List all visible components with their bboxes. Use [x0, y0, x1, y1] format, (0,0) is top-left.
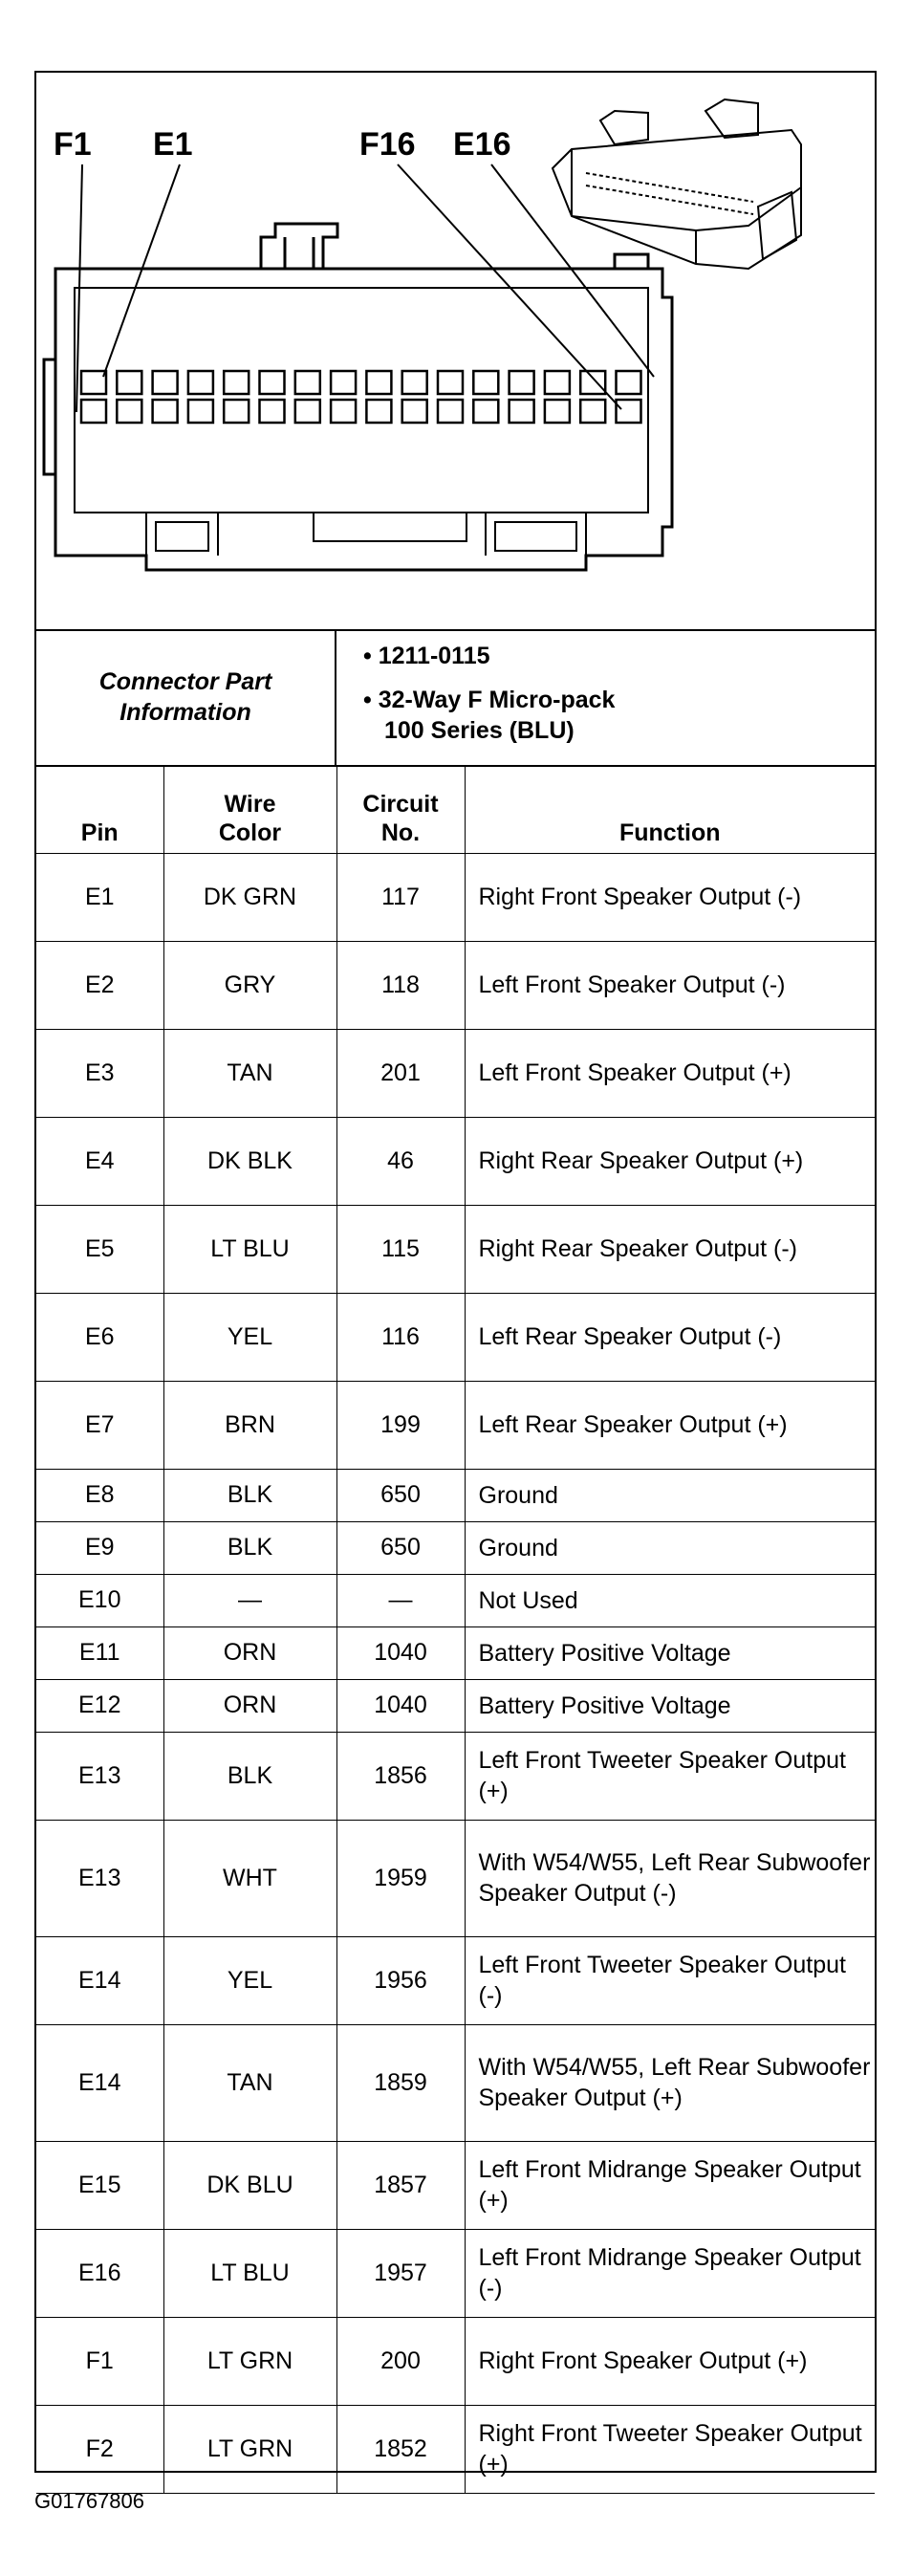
- function-cell: Ground: [465, 1469, 875, 1521]
- pin-cavity-f: [331, 400, 356, 423]
- circuit-cell: 1856: [336, 1732, 465, 1820]
- connector-diagram: [36, 73, 875, 631]
- table-row: [36, 1381, 875, 1469]
- pin-cell: E9: [36, 1521, 163, 1574]
- circuit-cell: —: [336, 1574, 465, 1626]
- description-line1: 32-Way F Micro-pack: [378, 687, 616, 713]
- description-line-2: 100 Series (BLU): [384, 717, 575, 744]
- circuit-cell: 46: [336, 1117, 465, 1205]
- pin-cell: E5: [36, 1205, 163, 1293]
- function-cell: Right Rear Speaker Output (+): [465, 1117, 875, 1205]
- table-row: [36, 1293, 875, 1381]
- table-row: [36, 2229, 875, 2317]
- part-number-line: • 1211-0115: [363, 643, 490, 669]
- pin-cavity-e: [402, 371, 427, 394]
- pin-cavity-e: [545, 371, 570, 394]
- pinout-rows: [36, 853, 875, 2493]
- header-wire-color: Wire Color: [163, 765, 336, 853]
- function-cell: Right Front Speaker Output (-): [465, 853, 875, 941]
- circuit-cell: 116: [336, 1293, 465, 1381]
- pin-cell: E14: [36, 2024, 163, 2141]
- table-row: [36, 2317, 875, 2405]
- wire-color-cell: LT BLU: [163, 1205, 336, 1293]
- wire-color-cell: BRN: [163, 1381, 336, 1469]
- wire-color-cell: LT GRN: [163, 2317, 336, 2405]
- wire-color-cell: BLK: [163, 1521, 336, 1574]
- wire-color-cell: ORN: [163, 1679, 336, 1732]
- connector-thumbnail: [553, 99, 801, 269]
- function-cell: Right Front Tweeter Speaker Output (+): [465, 2405, 875, 2493]
- circuit-cell: 1040: [336, 1626, 465, 1679]
- pin-cavity-e: [331, 371, 356, 394]
- part-number: 1211-0115: [378, 643, 490, 669]
- table-row: [36, 1469, 875, 1521]
- pin-cavity-e: [295, 371, 320, 394]
- pin-cavity-f: [402, 400, 427, 423]
- connector-part-information: [36, 629, 875, 767]
- pin-cell: E1: [36, 853, 163, 941]
- connector-body: [44, 224, 672, 570]
- wire-color-cell: BLK: [163, 1732, 336, 1820]
- function-cell: Right Front Speaker Output (+): [465, 2317, 875, 2405]
- function-cell: With W54/W55, Left Rear Subwoofer Speaker Output (+): [465, 2024, 875, 2141]
- pin-cavity-e: [473, 371, 498, 394]
- pin-cavity-e: [188, 371, 213, 394]
- pin-cell: E16: [36, 2229, 163, 2317]
- wire-color-cell: —: [163, 1574, 336, 1626]
- label-e1: E1: [153, 126, 193, 163]
- table-row: [36, 1679, 875, 1732]
- wire-color-cell: WHT: [163, 1820, 336, 1936]
- wire-color-cell: DK BLK: [163, 1117, 336, 1205]
- pin-cell: E13: [36, 1732, 163, 1820]
- pin-cavity-e: [617, 371, 641, 394]
- pin-cell: E13: [36, 1820, 163, 1936]
- function-cell: Left Front Tweeter Speaker Output (+): [465, 1732, 875, 1820]
- label-f1: F1: [54, 126, 92, 163]
- circuit-cell: 1857: [336, 2141, 465, 2229]
- pin-cell: E2: [36, 941, 163, 1029]
- wire-color-cell: DK GRN: [163, 853, 336, 941]
- label-e16: E16: [453, 126, 511, 163]
- header-circuit-no: Circuit No.: [336, 765, 465, 853]
- pin-cavity-f: [545, 400, 570, 423]
- wire-color-cell: ORN: [163, 1626, 336, 1679]
- function-cell: Left Rear Speaker Output (-): [465, 1293, 875, 1381]
- function-cell: Left Rear Speaker Output (+): [465, 1381, 875, 1469]
- pin-cavity-f: [438, 400, 463, 423]
- table-row: [36, 1732, 875, 1820]
- circuit-cell: 1852: [336, 2405, 465, 2493]
- pin-cavity-e: [438, 371, 463, 394]
- table-row: [36, 1820, 875, 1936]
- table-row: [36, 1574, 875, 1626]
- wire-color-cell: YEL: [163, 1936, 336, 2024]
- function-cell: Battery Positive Voltage: [465, 1679, 875, 1732]
- circuit-cell: 650: [336, 1521, 465, 1574]
- circuit-cell: 201: [336, 1029, 465, 1117]
- circuit-cell: 1040: [336, 1679, 465, 1732]
- function-cell: Left Front Tweeter Speaker Output (-): [465, 1936, 875, 2024]
- header-function: Function: [465, 765, 875, 853]
- figure-id: G01767806: [34, 2489, 144, 2513]
- pin-cell: E12: [36, 1679, 163, 1732]
- wire-color-cell: BLK: [163, 1469, 336, 1521]
- function-cell: Left Front Speaker Output (+): [465, 1029, 875, 1117]
- pin-cavity-f: [117, 400, 141, 423]
- wire-color-cell: DK BLU: [163, 2141, 336, 2229]
- pin-cavity-e: [260, 371, 285, 394]
- table-row: [36, 1521, 875, 1574]
- pin-cavity-f: [81, 400, 106, 423]
- circuit-cell: 650: [336, 1469, 465, 1521]
- pin-cell: F2: [36, 2405, 163, 2493]
- function-cell: Left Front Midrange Speaker Output (-): [465, 2229, 875, 2317]
- circuit-cell: 117: [336, 853, 465, 941]
- description-line-1: • 32-Way F Micro-pack: [363, 687, 616, 713]
- pin-cavity-e: [153, 371, 178, 394]
- table-row: [36, 941, 875, 1029]
- pin-cavity-f: [260, 400, 285, 423]
- function-cell: Battery Positive Voltage: [465, 1626, 875, 1679]
- wire-color-cell: TAN: [163, 1029, 336, 1117]
- header-pin: Pin: [36, 765, 163, 853]
- function-cell: Left Front Midrange Speaker Output (+): [465, 2141, 875, 2229]
- pin-cavity-f: [153, 400, 178, 423]
- pin-cell: E14: [36, 1936, 163, 2024]
- pin-cavity-e: [580, 371, 605, 394]
- pin-cell: E3: [36, 1029, 163, 1117]
- pin-cell: E8: [36, 1469, 163, 1521]
- connector-info-heading: Connector Part Information: [36, 629, 336, 765]
- table-row: [36, 1117, 875, 1205]
- pin-cavity-f: [224, 400, 249, 423]
- wire-color-cell: TAN: [163, 2024, 336, 2141]
- circuit-cell: 1957: [336, 2229, 465, 2317]
- pin-cell: E10: [36, 1574, 163, 1626]
- wire-color-cell: LT BLU: [163, 2229, 336, 2317]
- circuit-cell: 200: [336, 2317, 465, 2405]
- table-row: [36, 2141, 875, 2229]
- pin-cavity-f: [366, 400, 391, 423]
- pin-cavity-e: [81, 371, 106, 394]
- function-cell: Left Front Speaker Output (-): [465, 941, 875, 1029]
- pin-cavities: [81, 371, 641, 423]
- pin-cavity-f: [580, 400, 605, 423]
- circuit-cell: 118: [336, 941, 465, 1029]
- function-cell: Right Rear Speaker Output (-): [465, 1205, 875, 1293]
- function-cell: With W54/W55, Left Rear Subwoofer Speaker Output (-): [465, 1820, 875, 1936]
- pin-cavity-e: [510, 371, 534, 394]
- pin-cell: E11: [36, 1626, 163, 1679]
- table-row: [36, 1936, 875, 2024]
- table-row: [36, 1626, 875, 1679]
- circuit-cell: 199: [336, 1381, 465, 1469]
- pin-cavity-f: [295, 400, 320, 423]
- table-header-row: [36, 765, 875, 853]
- wire-color-cell: LT GRN: [163, 2405, 336, 2493]
- pin-cavity-f: [473, 400, 498, 423]
- pin-cell: E4: [36, 1117, 163, 1205]
- pin-cavity-f: [510, 400, 534, 423]
- connector-info-details: [336, 629, 875, 765]
- wire-color-cell: YEL: [163, 1293, 336, 1381]
- function-cell: Not Used: [465, 1574, 875, 1626]
- pin-cavity-e: [224, 371, 249, 394]
- pin-cavity-e: [117, 371, 141, 394]
- table-row: [36, 1205, 875, 1293]
- function-cell: Ground: [465, 1521, 875, 1574]
- table-row: [36, 2024, 875, 2141]
- wire-color-cell: GRY: [163, 941, 336, 1029]
- table-row: [36, 1029, 875, 1117]
- circuit-cell: 1859: [336, 2024, 465, 2141]
- connector-face-drawing: [36, 73, 875, 629]
- pinout-table: [36, 765, 875, 2494]
- pin-cell: E15: [36, 2141, 163, 2229]
- pin-cavity-f: [188, 400, 213, 423]
- pin-cavity-f: [617, 400, 641, 423]
- table-row: [36, 853, 875, 941]
- pin-cell: F1: [36, 2317, 163, 2405]
- circuit-cell: 1956: [336, 1936, 465, 2024]
- circuit-cell: 115: [336, 1205, 465, 1293]
- circuit-cell: 1959: [336, 1820, 465, 1936]
- pin-cell: E7: [36, 1381, 163, 1469]
- pin-cell: E6: [36, 1293, 163, 1381]
- label-f16: F16: [359, 126, 416, 163]
- connector-sheet: [34, 71, 877, 2478]
- table-row: [36, 2405, 875, 2493]
- pin-cavity-e: [366, 371, 391, 394]
